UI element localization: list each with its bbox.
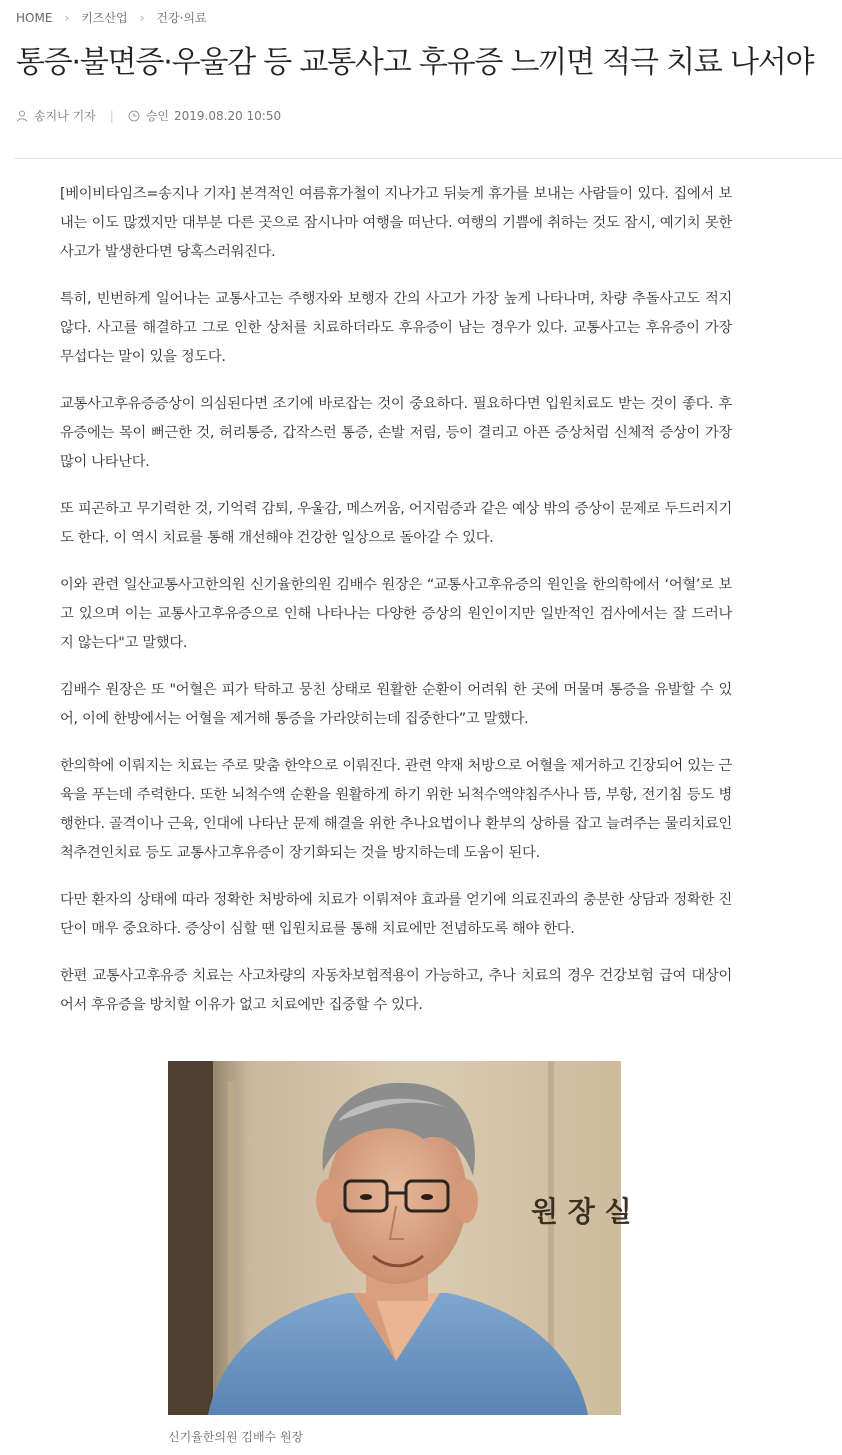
doctor-portrait-image <box>168 1061 632 1415</box>
article-headline: 통증·불면증·우울감 등 교통사고 후유증 느끼면 적극 치료 나서야 <box>16 45 814 80</box>
door-sign-text: 원 장 실 <box>531 1195 632 1228</box>
article-paragraph: 한의학에 이뤄지는 치료는 주로 맞춤 한약으로 이뤄진다. 관련 약재 처방으로 어혈을 제거하고 긴장되어 있는 근육을 푸는데 주력한다. 또한 뇌척수액 순환을 원활하게 하기 위한 뇌척수액약침주사나 뜸, 부항, 전기침 등도 병행한다. 골격이나 근육, 인대에 나타난 문제 해결을 위한 추나요법이나 환부의 상하를 잡고 늘려주는 물리치료인 척추견인치료 등도 교통사고후유증이 장기화되는 것을 방지하는데 도움이 된다. <box>60 758 732 861</box>
article-paragraph: [베이비타임즈=송지나 기자] 본격적인 여름휴가철이 지나가고 뒤늦게 휴가를 보내는 사람들이 있다. 집에서 보내는 이도 많겠지만 대부분 다른 곳으로 잠시나마 여행을 떠난다. 여행의 기쁨에 취하는 것도 잠시, 예기치 못한 사고가 발생한다면 당혹스러워진다. <box>60 186 732 260</box>
article-paragraph: 김배수 원장은 또 "어혈은 피가 탁하고 뭉친 상태로 원활한 순환이 어려워 한 곳에 머물며 통증을 유발할 수 있어, 이에 한방에서는 어혈을 제거해 통증을 가라앉히는데 집중한다”고 말했다. <box>60 682 732 727</box>
byline <box>16 107 281 124</box>
user-icon <box>16 110 28 122</box>
article-paragraph: 교통사고후유증증상이 의심된다면 조기에 바로잡는 것이 중요하다. 필요하다면 입원치료도 받는 것이 좋다. 후유증에는 목이 뻐근한 것, 허리통증, 갑작스런 통증, 손발 저림, 등이 결리고 아픈 증상처럼 신체적 증상이 가장 많이 나타난다. <box>60 396 732 470</box>
clock-icon <box>128 110 140 122</box>
author-name[interactable]: 송지나 기자 <box>34 109 96 123</box>
breadcrumb-category[interactable]: 건강·의료 <box>156 11 207 25</box>
chevron-right-icon: › <box>64 10 70 25</box>
article-paragraph: 다만 환자의 상태에 따라 정확한 처방하에 치료가 이뤄져야 효과를 얻기에 의료진과의 충분한 상담과 정확한 진단이 매우 중요하다. 증상이 심할 땐 입원치료를 통해 치료에만 전념하도록 해야 한다. <box>60 892 732 937</box>
divider: | <box>109 108 114 123</box>
approved-label: 승인 <box>145 109 170 123</box>
header-divider <box>14 158 842 159</box>
breadcrumb-home[interactable]: HOME <box>16 10 53 25</box>
article-body <box>60 180 732 1038</box>
article-photo <box>168 1061 632 1415</box>
chevron-right-icon: › <box>139 10 145 25</box>
article-paragraph: 한편 교통사고후유증 치료는 사고차량의 자동차보험적용이 가능하고, 추나 치료의 경우 건강보험 급여 대상이어서 후유증을 방치할 이유가 없고 치료에만 집중할 수 있다. <box>60 968 732 1013</box>
breadcrumb <box>16 9 207 26</box>
publish-date: 2019.08.20 10:50 <box>174 108 282 123</box>
article-paragraph: 또 피곤하고 무기력한 것, 기억력 감퇴, 우울감, 메스꺼움, 어지럼증과 같은 예상 밖의 증상이 문제로 두드러지기도 한다. 이 역시 치료를 통해 개선해야 건강한 일상으로 돌아갈 수 있다. <box>60 501 732 546</box>
photo-caption: 신기율한의원 김배수 원장 <box>168 1430 304 1444</box>
article-paragraph: 이와 관련 일산교통사고한의원 신기율한의원 김배수 원장은 “교통사고후유증의 원인을 한의학에서 ‘어혈’로 보고 있으며 이는 교통사고후유증으로 인해 나타나는 다양한 증상의 원인이지만 일반적인 검사에서는 잘 드러나지 않는다"고 말했다. <box>60 577 732 651</box>
article-paragraph: 특히, 빈번하게 일어나는 교통사고는 주행자와 보행자 간의 사고가 가장 높게 나타나며, 차량 추돌사고도 적지 않다. 사고를 해결하고 그로 인한 상처를 치료하더라도 후유증이 남는 경우가 있다. 교통사고는 후유증이 가장 무섭다는 말이 있을 정도다. <box>60 291 732 365</box>
breadcrumb-section[interactable]: 키즈산업 <box>81 11 128 25</box>
